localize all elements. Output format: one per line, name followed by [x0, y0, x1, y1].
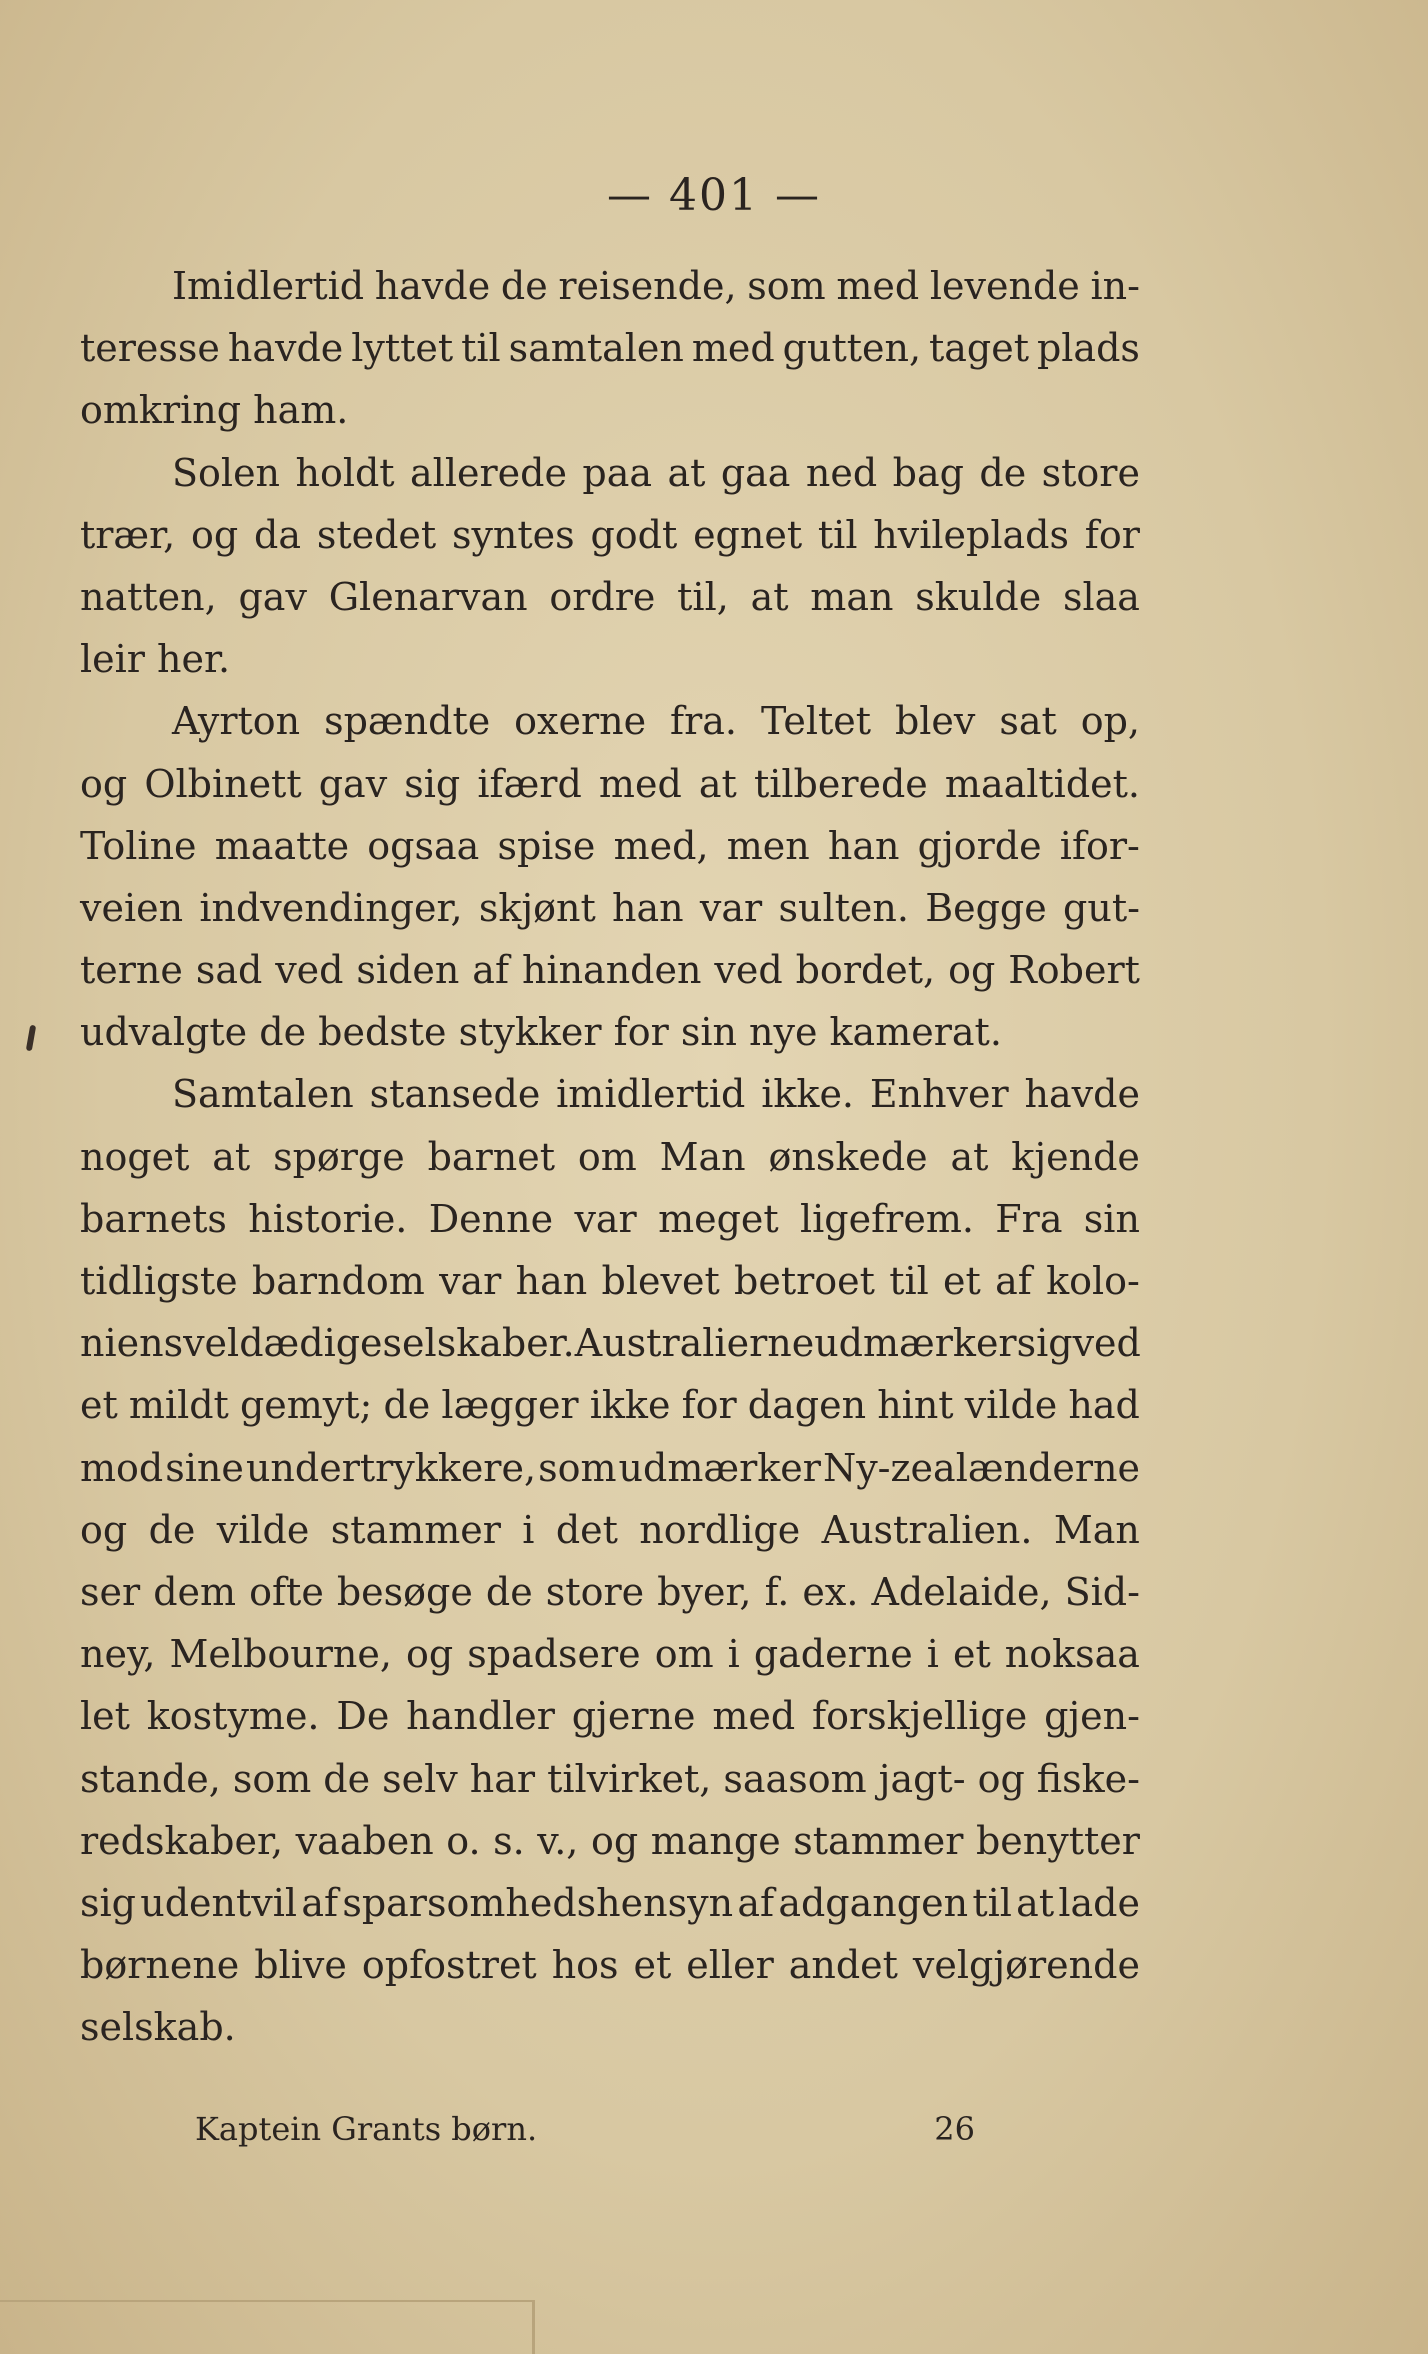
text-line: Ayrton spændte oxerne fra. Teltet blev sat op,: [172, 699, 1140, 744]
text-line: terne sad ved siden af hinanden ved bordet, og Robert: [80, 948, 1140, 993]
text-line: leir her.: [80, 637, 231, 682]
text-line: let kostyme. De handler gjerne med forskjellige gjen-: [80, 1694, 1140, 1739]
footer-title: Kaptein Grants børn.: [195, 2110, 538, 2148]
text-line: Samtalen stansede imidlertid ikke. Enhver havde: [172, 1072, 1140, 1117]
text-line: barnets historie. Denne var meget ligefrem. Fra sin: [80, 1196, 1140, 1241]
text-line: og de vilde stammer i det nordlige Australien. Man: [80, 1507, 1140, 1552]
text-line: ser dem ofte besøge de store byer, f. ex. Adelaide, Sid-: [80, 1569, 1140, 1614]
text-line: ney, Melbourne, og spadsere om i gaderne i et noksaa: [80, 1632, 1140, 1677]
page-number: — 401 —: [607, 170, 821, 221]
text-line: mod sine undertrykkere, som udmærker Ny-zealænderne: [80, 1445, 1140, 1490]
margin-mark: [26, 1025, 36, 1052]
text-line: et mildt gemyt; de lægger ikke for dagen hint vilde had: [80, 1383, 1140, 1428]
footer-signature: 26: [934, 2110, 975, 2148]
text-line: sig udentvil af sparsomhedshensyn af adgangen til at lade: [80, 1880, 1140, 1925]
text-line: trær, og da stedet syntes godt egnet til hvileplads for: [80, 512, 1140, 557]
text-line: natten, gav Glenarvan ordre til, at man skulde slaa: [80, 574, 1140, 619]
text-line: omkring ham.: [80, 388, 349, 433]
body-text: [80, 255, 1140, 2058]
text-line: Imidlertid havde de reisende, som med levende in-: [172, 264, 1140, 308]
text-line: Solen holdt allerede paa at gaa ned bag de store: [172, 450, 1140, 495]
text-line: redskaber, vaaben o. s. v., og mange stammer benytter: [80, 1818, 1140, 1863]
text-line: stande, som de selv har tilvirket, saasom jagt- og fiske-: [80, 1756, 1140, 1801]
text-line: veien indvendinger, skjønt han var sulten. Begge gut-: [80, 885, 1140, 930]
page-fold-edge: [532, 2300, 535, 2354]
page-footer: [195, 2110, 975, 2148]
text-line: niens veldædige selskaber. Australierne udmærker sig ved: [80, 1321, 1141, 1366]
text-line: Toline maatte ogsaa spise med, men han gjorde ifor-: [80, 823, 1140, 868]
text-line: noget at spørge barnet om Man ønskede at kjende: [80, 1134, 1140, 1179]
text-line: udvalgte de bedste stykker for sin nye kamerat.: [80, 1010, 1002, 1055]
text-line: teresse havde lyttet til samtalen med gutten, taget plads: [80, 326, 1140, 371]
page-fold-line: [0, 2300, 535, 2302]
text-line: og Olbinett gav sig ifærd med at tilberede maaltidet.: [80, 761, 1140, 806]
text-line: tidligste barndom var han blevet betroet til et af kolo-: [80, 1259, 1140, 1303]
text-line: selskab.: [80, 2005, 236, 2050]
text-line: børnene blive opfostret hos et eller andet velgjørende: [80, 1943, 1140, 1988]
